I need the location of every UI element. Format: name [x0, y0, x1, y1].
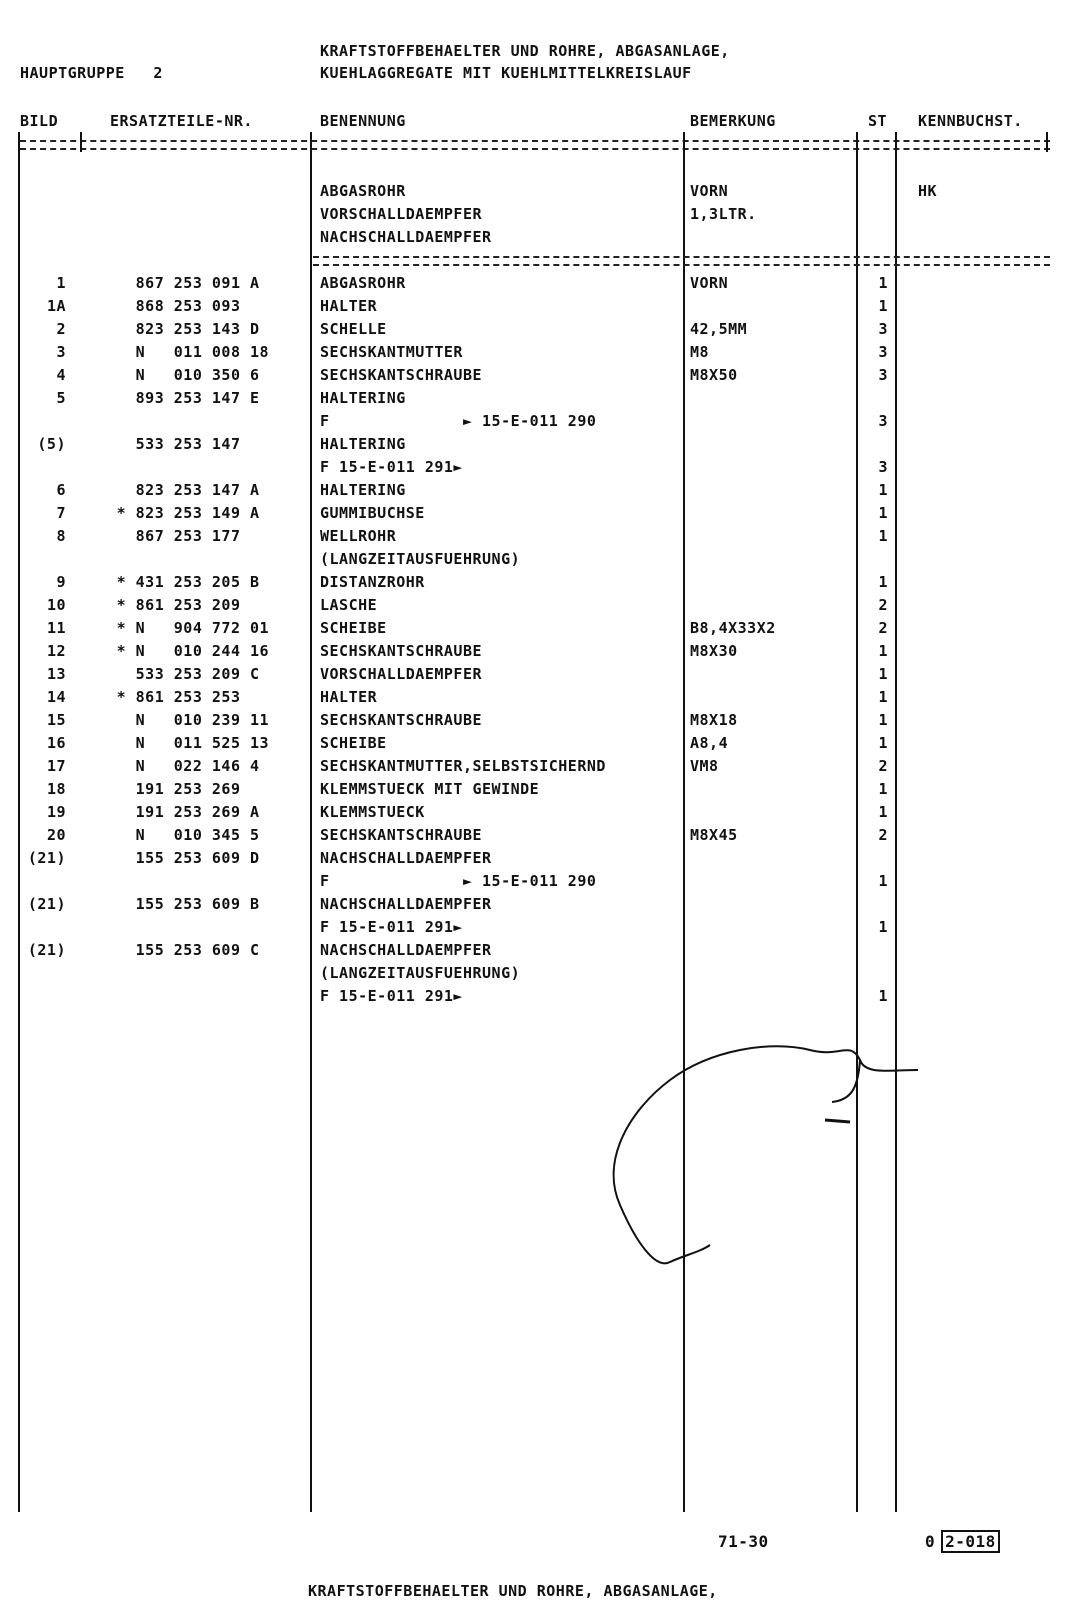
bild-cell: 19 [46, 803, 66, 821]
table-row [0, 525, 1086, 548]
quantity-cell: 1 [878, 573, 888, 591]
table-row [0, 801, 1086, 824]
table-row [0, 640, 1086, 663]
remark-cell: VM8 [690, 757, 719, 775]
table-row [0, 410, 1086, 433]
quantity-cell: 3 [878, 412, 888, 430]
bild-cell: 1A [46, 297, 66, 315]
table-row [0, 663, 1086, 686]
col-header-ersatzteile: ERSATZTEILE-NR. [110, 112, 253, 130]
bild-cell: 13 [46, 665, 66, 683]
table-row [0, 985, 1086, 1008]
table-row [0, 456, 1086, 479]
page-stamp: 2-018 [941, 1530, 1000, 1553]
bild-cell: 2 [56, 320, 66, 338]
table-row [0, 502, 1086, 525]
part-number-cell: 823 253 143 D [88, 320, 260, 338]
quantity-cell: 1 [878, 274, 888, 292]
name-cell: SECHSKANTSCHRAUBE [320, 642, 483, 660]
remark-cell: M8X18 [690, 711, 738, 729]
name-cell: WELLROHR [320, 527, 397, 545]
name-cell: HALTERING [320, 435, 406, 453]
title-line-2: KUEHLAGGREGATE MIT KUEHLMITTELKREISLAUF [320, 64, 692, 82]
table-row [0, 318, 1086, 341]
name-cell: F ► 15-E-011 290 [320, 872, 597, 890]
remark-cell: B8,4X33X2 [690, 619, 776, 637]
quantity-cell: 1 [878, 665, 888, 683]
table-row [0, 939, 1086, 962]
quantity-cell: 1 [878, 803, 888, 821]
quantity-cell: 1 [878, 711, 888, 729]
name-cell: (LANGZEITAUSFUEHRUNG) [320, 964, 521, 982]
quantity-cell: 1 [878, 918, 888, 936]
intro-row: ABGASROHR VORN HK [320, 182, 938, 200]
name-cell: ABGASROHR [320, 274, 406, 292]
intro-row: NACHSCHALLDAEMPFER [320, 228, 492, 246]
part-number-cell: * 823 253 149 A [88, 504, 260, 522]
bild-cell: 7 [56, 504, 66, 522]
name-cell: SCHELLE [320, 320, 387, 338]
quantity-cell: 3 [878, 458, 888, 476]
bild-cell: 3 [56, 343, 66, 361]
name-cell: HALTER [320, 297, 378, 315]
table-row [0, 295, 1086, 318]
footer-repeat-title: KRAFTSTOFFBEHAELTER UND ROHRE, ABGASANLAGE, [308, 1582, 718, 1600]
table-row [0, 479, 1086, 502]
name-cell: SECHSKANTMUTTER [320, 343, 463, 361]
bild-cell: 4 [56, 366, 66, 384]
quantity-cell: 1 [878, 642, 888, 660]
quantity-cell: 1 [878, 780, 888, 798]
remark-cell: M8X30 [690, 642, 738, 660]
part-number-cell: 155 253 609 C [88, 941, 260, 959]
bild-cell: 9 [56, 573, 66, 591]
part-number-cell: N 010 350 6 [88, 366, 260, 384]
part-number-cell: 191 253 269 [88, 780, 241, 798]
table-row [0, 594, 1086, 617]
name-cell: HALTERING [320, 481, 406, 499]
part-number-cell: * 861 253 253 [88, 688, 241, 706]
table-row [0, 387, 1086, 410]
quantity-cell: 3 [878, 343, 888, 361]
col-header-st: ST [868, 112, 888, 130]
quantity-cell: 3 [878, 320, 888, 338]
part-number-cell: N 022 146 4 [88, 757, 260, 775]
part-number-cell: 533 253 209 C [88, 665, 260, 683]
intro-row: VORSCHALLDAEMPFER 1,3LTR. [320, 205, 757, 223]
quantity-cell: 1 [878, 872, 888, 890]
bild-cell: 10 [46, 596, 66, 614]
table-row [0, 709, 1086, 732]
table-row [0, 686, 1086, 709]
name-cell: HALTER [320, 688, 378, 706]
table-row [0, 916, 1086, 939]
table-row [0, 617, 1086, 640]
title-line-1: KRAFTSTOFFBEHAELTER UND ROHRE, ABGASANLAGE, [320, 42, 730, 60]
remark-cell: 42,5MM [690, 320, 748, 338]
table-row [0, 364, 1086, 387]
footer-code: 71-30 [718, 1532, 769, 1551]
name-cell: F 15-E-011 291► [320, 918, 463, 936]
remark-cell: A8,4 [690, 734, 729, 752]
part-number-cell: 823 253 147 A [88, 481, 260, 499]
name-cell: NACHSCHALLDAEMPFER [320, 895, 492, 913]
col-header-kennbuchst: KENNBUCHST. [918, 112, 1023, 130]
quantity-cell: 1 [878, 987, 888, 1005]
bild-cell: 14 [46, 688, 66, 706]
quantity-cell: 1 [878, 527, 888, 545]
quantity-cell: 2 [878, 826, 888, 844]
quantity-cell: 1 [878, 504, 888, 522]
remark-cell: M8X45 [690, 826, 738, 844]
part-number-cell: N 010 345 5 [88, 826, 260, 844]
table-row [0, 341, 1086, 364]
table-row [0, 755, 1086, 778]
part-number-cell: 155 253 609 D [88, 849, 260, 867]
quantity-cell: 1 [878, 297, 888, 315]
table-row [0, 571, 1086, 594]
quantity-cell: 2 [878, 596, 888, 614]
name-cell: LASCHE [320, 596, 378, 614]
name-cell: KLEMMSTUECK MIT GEWINDE [320, 780, 540, 798]
name-cell: SECHSKANTSCHRAUBE [320, 711, 483, 729]
table-row [0, 548, 1086, 571]
part-number-cell: 868 253 093 [88, 297, 241, 315]
name-cell: DISTANZROHR [320, 573, 425, 591]
col-header-bemerkung: BEMERKUNG [690, 112, 776, 130]
name-cell: SECHSKANTMUTTER,SELBSTSICHERND [320, 757, 606, 775]
col-header-benennung: BENENNUNG [320, 112, 406, 130]
name-cell: NACHSCHALLDAEMPFER [320, 941, 492, 959]
remark-cell: VORN [690, 274, 729, 292]
part-number-cell: N 010 239 11 [88, 711, 270, 729]
bild-cell: 5 [56, 389, 66, 407]
bild-cell: 8 [56, 527, 66, 545]
part-number-cell: 155 253 609 B [88, 895, 260, 913]
remark-cell: M8X50 [690, 366, 738, 384]
table-row [0, 433, 1086, 456]
name-cell: F ► 15-E-011 290 [320, 412, 597, 430]
bild-cell: (5) [37, 435, 66, 453]
name-cell: GUMMIBUCHSE [320, 504, 425, 522]
bild-cell: (21) [27, 895, 66, 913]
bild-cell: 1 [56, 274, 66, 292]
table-row [0, 272, 1086, 295]
bild-cell: 20 [46, 826, 66, 844]
intro-separator [313, 256, 1050, 266]
bild-cell: 17 [46, 757, 66, 775]
bild-cell: 6 [56, 481, 66, 499]
table-row [0, 893, 1086, 916]
table-row [0, 778, 1086, 801]
page-number: 0 2-018 [925, 1532, 1000, 1551]
rule-bild [80, 132, 82, 152]
part-number-cell: N 011 008 18 [88, 343, 270, 361]
quantity-cell: 2 [878, 619, 888, 637]
quantity-cell: 1 [878, 734, 888, 752]
part-number-cell: * 431 253 205 B [88, 573, 260, 591]
name-cell: F 15-E-011 291► [320, 987, 463, 1005]
name-cell: SECHSKANTSCHRAUBE [320, 826, 483, 844]
part-number-cell: * N 904 772 01 [88, 619, 270, 637]
part-number-cell: * 861 253 209 [88, 596, 241, 614]
bild-cell: (21) [27, 941, 66, 959]
quantity-cell: 3 [878, 366, 888, 384]
name-cell: SECHSKANTSCHRAUBE [320, 366, 483, 384]
part-number-cell: 867 253 091 A [88, 274, 260, 292]
quantity-cell: 1 [878, 688, 888, 706]
name-cell: (LANGZEITAUSFUEHRUNG) [320, 550, 521, 568]
rule-right [1046, 132, 1048, 152]
table-row [0, 732, 1086, 755]
handwritten-scribble-icon [600, 1030, 930, 1280]
name-cell: HALTERING [320, 389, 406, 407]
bild-cell: 12 [46, 642, 66, 660]
name-cell: SCHEIBE [320, 619, 387, 637]
name-cell: VORSCHALLDAEMPFER [320, 665, 483, 683]
part-number-cell: 893 253 147 E [88, 389, 260, 407]
col-header-bild: BILD [20, 112, 59, 130]
bild-cell: 15 [46, 711, 66, 729]
name-cell: NACHSCHALLDAEMPFER [320, 849, 492, 867]
table-row [0, 824, 1086, 847]
part-number-cell: N 011 525 13 [88, 734, 270, 752]
part-number-cell: 867 253 177 [88, 527, 241, 545]
hauptgruppe-label: HAUPTGRUPPE 2 [20, 64, 163, 82]
bild-cell: 18 [46, 780, 66, 798]
quantity-cell: 2 [878, 757, 888, 775]
table-row [0, 847, 1086, 870]
bild-cell: 16 [46, 734, 66, 752]
bild-cell: (21) [27, 849, 66, 867]
part-number-cell: 533 253 147 [88, 435, 241, 453]
remark-cell: M8 [690, 343, 710, 361]
part-number-cell: 191 253 269 A [88, 803, 260, 821]
bild-cell: 11 [46, 619, 66, 637]
name-cell: SCHEIBE [320, 734, 387, 752]
part-number-cell: * N 010 244 16 [88, 642, 270, 660]
name-cell: F 15-E-011 291► [320, 458, 463, 476]
name-cell: KLEMMSTUECK [320, 803, 425, 821]
table-row [0, 962, 1086, 985]
quantity-cell: 1 [878, 481, 888, 499]
table-row [0, 870, 1086, 893]
